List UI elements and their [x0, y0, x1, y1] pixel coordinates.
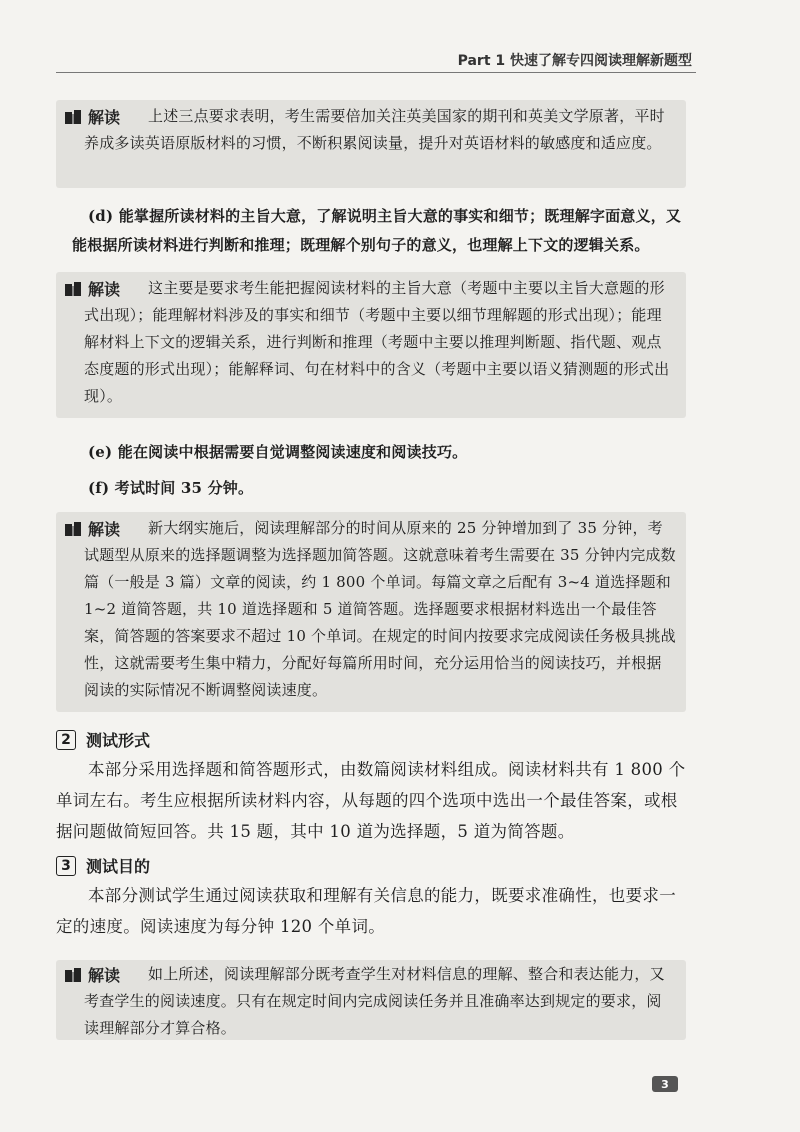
- note-text-3: [84, 515, 676, 704]
- requirement-e: [72, 438, 692, 467]
- section-number-3: 3: [56, 856, 76, 876]
- note-box-1: [56, 100, 686, 188]
- section-2-heading: [56, 728, 150, 751]
- note-label-text: 解读: [88, 520, 121, 539]
- note-text-2: [84, 275, 676, 410]
- note-body-2: 这主要是要求考生能把握阅读材料的主旨大意（考题中主要以主旨大意题的形式出现）；能理解材料涉及的事实和细节（考题中主要以细节理解题的形式出现）；能理解材料上下文的逻辑关系，进行判断和推理（考题中主要以推理判断题、指代题、观点态度题的形式出现）；能解释词、句在材料中的含义（考题中主要以语义猜测题的形式出现）。: [84, 279, 670, 405]
- section-2-text: 本部分采用选择题和简答题形式，由数篇阅读材料组成。阅读材料共有 1 800 个单词左右。考生应根据所读材料内容，从每题的四个选项中选出一个最佳答案，或根据问题做简短回答。共 15 题，其中 10 道为选择题，5 道为简答题。: [56, 760, 686, 841]
- section-3-text: 本部分测试学生通过阅读获取和理解有关信息的能力，既要求准确性，也要求一定的速度。阅读速度为每分钟 120 个单词。: [56, 886, 676, 936]
- note-label-text: 解读: [88, 280, 121, 299]
- section-number-2: 2: [56, 730, 76, 750]
- header-rule: [56, 72, 696, 73]
- book-icon: [64, 520, 82, 538]
- requirement-d-text: (d) 能掌握所读材料的主旨大意，了解说明主旨大意的事实和细节；既理解字面意义，又能根据所读材料进行判断和推理；既理解个别句子的意义，也理解上下文的逻辑关系。: [72, 207, 682, 254]
- page-number: 3: [652, 1076, 678, 1092]
- note-body-4: 如上所述，阅读理解部分既考查学生对材料信息的理解、整合和表达能力，又考查学生的阅读速度。只有在规定时间内完成阅读任务并且准确率达到规定的要求，阅读理解部分才算合格。: [84, 965, 665, 1037]
- requirement-d: [72, 202, 692, 260]
- note-box-2: [56, 272, 686, 418]
- note-text-4: [84, 961, 676, 1042]
- section-2-body: [56, 754, 688, 847]
- book-icon: [64, 280, 82, 298]
- section-3-heading: [56, 854, 150, 877]
- requirement-e-text: (e) 能在阅读中根据需要自觉调整阅读速度和阅读技巧。: [88, 443, 468, 461]
- section-title-2: 测试形式: [86, 731, 151, 750]
- book-icon: [64, 108, 82, 126]
- note-box-3: [56, 512, 686, 712]
- requirement-f: [72, 474, 692, 503]
- note-label-text: 解读: [88, 966, 121, 985]
- running-header: Part 1 快速了解专四阅读理解新题型: [457, 53, 692, 69]
- note-text-1: [84, 103, 676, 157]
- note-box-4: [56, 960, 686, 1040]
- note-body-1: 上述三点要求表明，考生需要倍加关注英美国家的期刊和英美文学原著，平时养成多读英语原版材料的习惯，不断积累阅读量，提升对英语材料的敏感度和适应度。: [84, 107, 665, 152]
- section-title-3: 测试目的: [86, 857, 151, 876]
- note-body-3: 新大纲实施后，阅读理解部分的时间从原来的 25 分钟增加到了 35 分钟，考试题型从原来的选择题调整为选择题加简答题。这就意味着考生需要在 35 分钟内完成数篇（一般是 3 篇）文章的阅读，约 1 800 个单词。每篇文章之后配有 3~4 道选择题和 1~2 道简答题，共 10 道选择题和 5 道简答题。选择题要求根据材料选出一个最佳答案，简答题的答案要求不超过 10 个单词。在规定的时间内按要求完成阅读任务极具挑战性，这就需要考生集中精力，分配好每篇所用时间，充分运用恰当的阅读技巧，并根据阅读的实际情况不断调整阅读速度。: [84, 519, 676, 699]
- section-3-body: [56, 880, 688, 942]
- note-label-text: 解读: [88, 108, 121, 127]
- book-icon: [64, 966, 82, 984]
- requirement-f-text: (f) 考试时间 35 分钟。: [88, 479, 254, 497]
